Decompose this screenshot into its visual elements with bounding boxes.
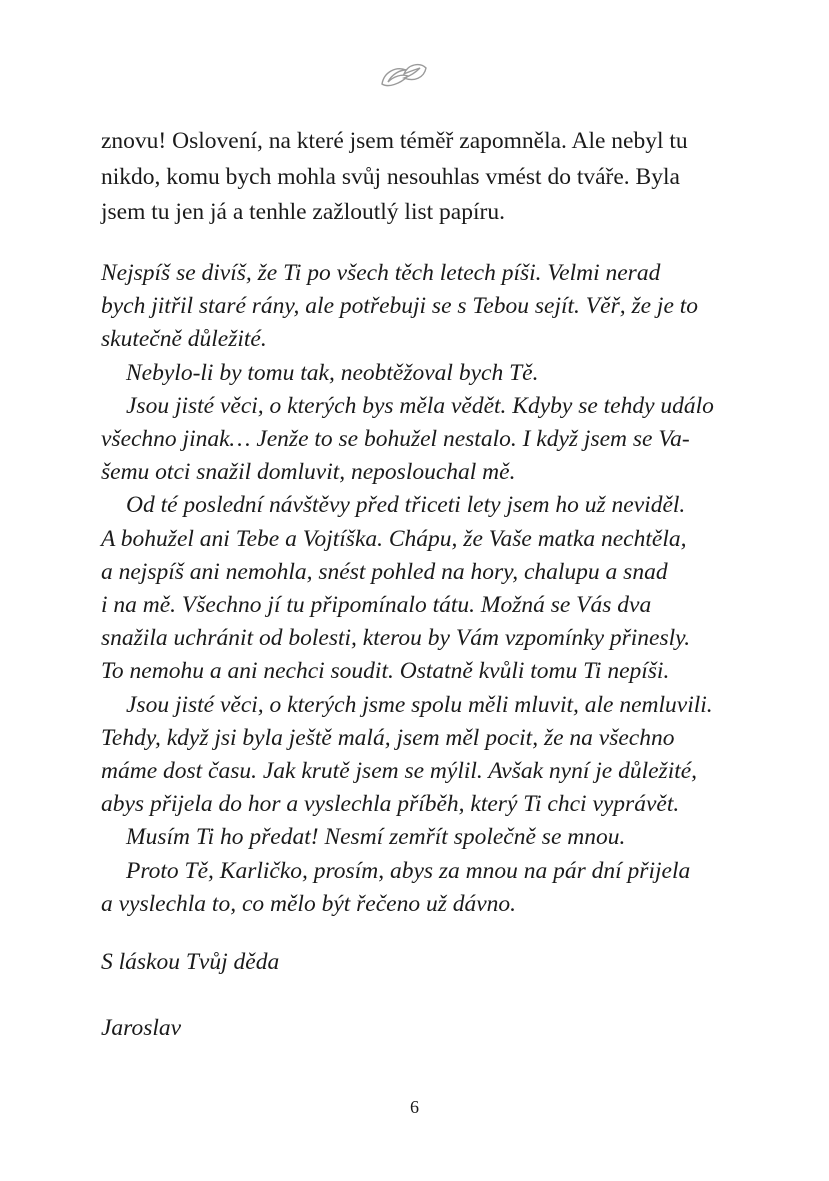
letter-closing: S láskou Tvůj děda bbox=[101, 949, 280, 975]
letter-line: skutečně důležité. bbox=[101, 326, 267, 353]
leaf-ornament-icon bbox=[378, 60, 430, 90]
intro-line: jsem tu jen já a tenhle zažloutlý list papíru. bbox=[101, 199, 505, 225]
letter-line: Od té poslední návštěvy před třiceti lety jsem ho už neviděl. bbox=[126, 492, 686, 519]
letter-line: abys přijela do hor a vyslechla příběh, který Ti chci vyprávět. bbox=[101, 791, 680, 818]
letter-signature: Jaroslav bbox=[101, 1015, 182, 1041]
intro-line: znovu! Oslovení, na které jsem téměř zapomněla. Ale nebyl tu bbox=[101, 128, 688, 154]
intro-paragraph bbox=[101, 124, 731, 231]
letter-line: bych jitřil staré rány, ale potřebuji se s Tebou sejít. Věř, že je to bbox=[101, 293, 699, 320]
letter-line: snažila uchránit od bolesti, kterou by Vám vzpomínky přinesly. bbox=[101, 625, 691, 652]
letter-line: a nejspíš ani nemohla, snést pohled na hory, chalupu a snad bbox=[101, 558, 668, 585]
letter-line: Nebylo-li by tomu tak, neobtěžoval bych Tě. bbox=[126, 359, 539, 386]
letter-line: Proto Tě, Karličko, prosím, abys za mnou na pár dní přijela bbox=[126, 857, 691, 884]
letter-line: A bohužel ani Tebe a Vojtíška. Chápu, že Vaše matka nechtěla, bbox=[101, 525, 687, 552]
letter-line: To nemohu a ani nechci soudit. Ostatně kvůli tomu Ti nepíši. bbox=[101, 658, 670, 685]
letter-line: Tehdy, když jsi byla ještě malá, jsem měl pocit, že na všechno bbox=[101, 724, 675, 751]
letter-line: všechno jinak… Jenže to se bohužel nestalo. I když jsem se Va- bbox=[101, 426, 690, 453]
letter-body bbox=[101, 257, 736, 921]
letter-line: i na mě. Všechno jí tu připomínalo tátu. Možná se Vás dva bbox=[101, 592, 652, 619]
letter-line: a vyslechla to, co mělo být řečeno už dávno. bbox=[101, 890, 517, 917]
page-number: 6 bbox=[410, 1097, 419, 1117]
letter-line: Jsou jisté věci, o kterých bys měla vědět. Kdyby se tehdy událo bbox=[126, 392, 714, 419]
letter-line: Nejspíš se divíš, že Ti po všech těch letech píši. Velmi nerad bbox=[101, 260, 661, 286]
letter-line: Jsou jisté věci, o kterých jsme spolu měli mluvit, ale nemluvili. bbox=[126, 691, 713, 718]
letter-line: Musím Ti ho předat! Nesmí zemřít společně se mnou. bbox=[126, 824, 626, 851]
letter-line: šemu otci snažil domluvit, neposlouchal mě. bbox=[101, 459, 516, 486]
intro-line: nikdo, komu bych mohla svůj nesouhlas vmést do tváře. Byla bbox=[101, 163, 680, 190]
letter-line: máme dost času. Jak krutě jsem se mýlil. Avšak nyní je důležité, bbox=[101, 758, 698, 785]
